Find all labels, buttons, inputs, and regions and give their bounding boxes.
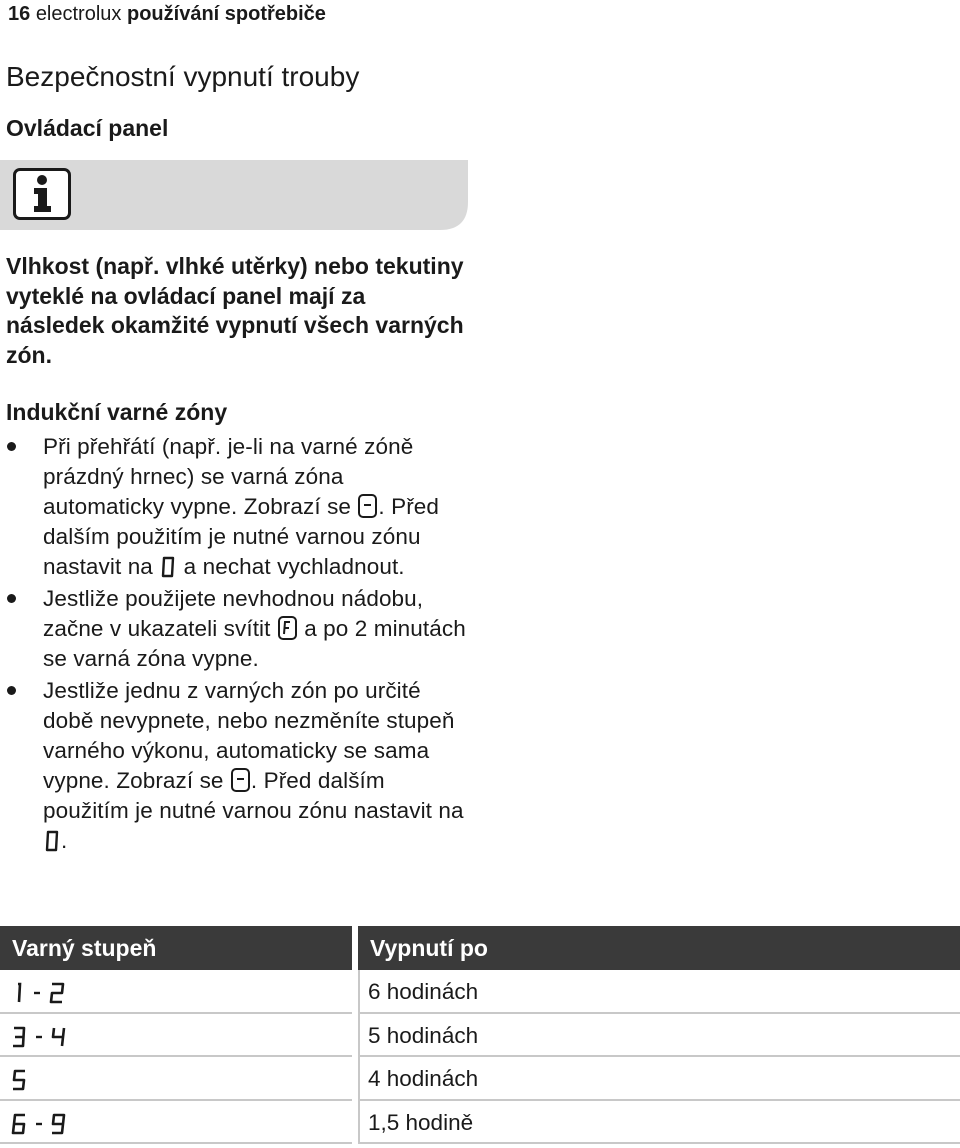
page-number: 16 — [8, 3, 31, 25]
off-after-value: 1,5 hodině — [358, 1101, 960, 1145]
off-after-value: 6 hodinách — [358, 970, 960, 1014]
bullet-text: Jestliže jednu z varných zón po určité době nevypnete, nebo nezměníte stupeň varného výkonu, automaticky se sama vypne. Zobrazí se — [43, 678, 455, 793]
seven-segment-level-icon — [10, 1111, 80, 1137]
list-item — [0, 676, 470, 856]
section-title: používání spotřebiče — [126, 3, 326, 25]
auto-off-table — [0, 926, 960, 1144]
seven-segment-level-icon — [10, 980, 80, 1006]
control-panel-heading: Ovládací panel — [6, 115, 169, 141]
info-icon — [13, 168, 71, 220]
table-header-row — [0, 926, 960, 970]
table-row — [0, 1101, 960, 1145]
column-header-off-after: Vypnutí po — [358, 926, 960, 970]
info-icon-glyph — [16, 171, 68, 217]
heat-level-3-4 — [0, 1014, 352, 1058]
seven-segment-level-icon — [10, 1024, 80, 1050]
bullet-text: . — [61, 828, 68, 853]
moisture-warning: Vlhkost (např. vlhké utěrky) nebo tekutiny vyteklé na ovládací panel mají za následek okamžité vypnutí všech varných zón. — [6, 253, 464, 368]
zero-display-symbol-icon — [45, 830, 59, 852]
seven-segment-level-icon — [10, 1067, 80, 1093]
table-row — [0, 1057, 960, 1101]
bullet-text: a nechat vychladnout. — [183, 554, 405, 579]
heat-level-1-2 — [0, 970, 352, 1014]
induction-heading: Indukční varné zóny — [6, 399, 228, 425]
bullet-text: . Před dalším použitím je nutné varnou zónu nastavit na — [43, 494, 440, 579]
list-item — [0, 432, 470, 582]
list-item — [0, 584, 470, 674]
zero-display-symbol-icon — [161, 556, 175, 578]
bullet-text: a po 2 minutách se varná zóna vypne. — [43, 616, 466, 671]
dash-display-symbol-icon — [358, 494, 377, 518]
induction-bullet-list — [0, 432, 470, 856]
page-header — [8, 2, 326, 26]
off-after-value: 4 hodinách — [358, 1057, 960, 1101]
bullet-text: . Před dalším použitím je nutné varnou zónu nastavit na — [43, 768, 464, 823]
dash-display-symbol-icon — [231, 768, 250, 792]
bullet-text: Jestliže použijete nevhodnou nádobu, začne v ukazateli svítit — [43, 586, 424, 641]
heat-level-6-9 — [0, 1101, 352, 1145]
off-after-value: 5 hodinách — [358, 1014, 960, 1058]
bullet-text: Při přehřátí (např. je-li na varné zóně prázdný hrnec) se varná zóna automaticky vypne. Zobrazí se — [43, 434, 414, 519]
bullet-dot-icon — [7, 594, 16, 603]
page-title: Bezpečnostní vypnutí trouby — [6, 61, 360, 92]
brand-name: electrolux — [35, 3, 122, 25]
f-display-symbol-icon — [278, 616, 297, 640]
table-row — [0, 970, 960, 1014]
table-row — [0, 1014, 960, 1058]
column-header-level: Varný stupeň — [0, 926, 352, 970]
bullet-dot-icon — [7, 442, 16, 451]
bullet-dot-icon — [7, 686, 16, 695]
heat-level-5 — [0, 1057, 352, 1101]
